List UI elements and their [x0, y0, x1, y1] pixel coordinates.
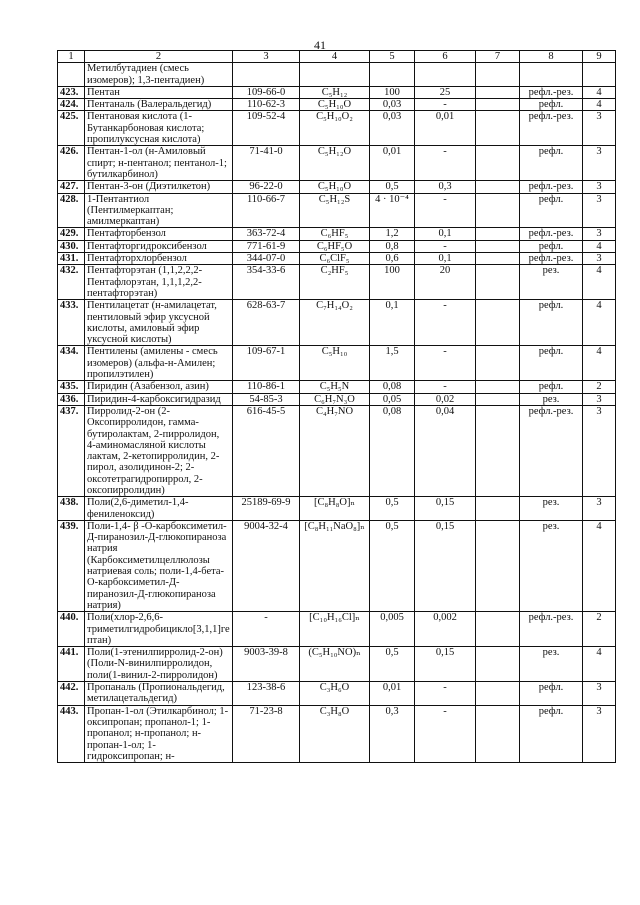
- substance-name: Пиридин (Азабензол, азин): [85, 381, 233, 393]
- value-col6: -: [415, 346, 476, 381]
- property-col8: рефл.: [520, 381, 583, 393]
- row-number: 427.: [58, 181, 85, 193]
- value-col5: 0,1: [370, 300, 415, 346]
- value-col6: -: [415, 240, 476, 252]
- property-col8: рез.: [520, 265, 583, 300]
- cas-number: 71-41-0: [233, 146, 300, 181]
- row-number: 426.: [58, 146, 85, 181]
- table-row: [58, 497, 616, 521]
- value-col6: -: [415, 146, 476, 181]
- table-row: [58, 612, 616, 647]
- value-col6: -: [415, 705, 476, 762]
- column-header: 8: [520, 51, 583, 63]
- value-col7: [476, 381, 520, 393]
- value-col5: 0,05: [370, 393, 415, 405]
- column-header: 1: [58, 51, 85, 63]
- chemical-formula: C₆H₇N₃O: [300, 393, 370, 405]
- property-col8: рефл.-рез.: [520, 111, 583, 146]
- table-row: [58, 111, 616, 146]
- table-row: [58, 346, 616, 381]
- hazard-class: 4: [583, 520, 616, 611]
- cas-number: 9003-39-8: [233, 647, 300, 682]
- value-col5: 100: [370, 265, 415, 300]
- cas-number: 110-86-1: [233, 381, 300, 393]
- value-col7: [476, 63, 520, 87]
- value-col7: [476, 181, 520, 193]
- table-row: [58, 647, 616, 682]
- chemical-formula: [C₁₀H₁₆Cl]ₙ: [300, 612, 370, 647]
- table-row: [58, 405, 616, 496]
- column-header: 5: [370, 51, 415, 63]
- value-col7: [476, 146, 520, 181]
- table-row: [58, 265, 616, 300]
- value-col7: [476, 240, 520, 252]
- hazard-class: 4: [583, 99, 616, 111]
- chemical-formula: [C₈H₁₁NaO₈]ₙ: [300, 520, 370, 611]
- hazard-class: 3: [583, 193, 616, 228]
- value-col6: 0,1: [415, 253, 476, 265]
- substance-name: Пентан-3-он (Диэтилкетон): [85, 181, 233, 193]
- table-row: [58, 240, 616, 252]
- chemical-formula: C₄H₇NO: [300, 405, 370, 496]
- value-col5: 4 · 10⁻⁴: [370, 193, 415, 228]
- table-row: [58, 181, 616, 193]
- substance-name: Поли(2,6-диметил-1,4-фениленоксид): [85, 497, 233, 521]
- substance-name: Пентаналь (Валеральдегид): [85, 99, 233, 111]
- column-header: 7: [476, 51, 520, 63]
- row-number: 438.: [58, 497, 85, 521]
- chemical-formula: C₃H₆O: [300, 682, 370, 706]
- value-col7: [476, 253, 520, 265]
- property-col8: рез.: [520, 497, 583, 521]
- row-number: 425.: [58, 111, 85, 146]
- property-col8: рефл.: [520, 300, 583, 346]
- value-col5: 0,5: [370, 181, 415, 193]
- value-col7: [476, 86, 520, 98]
- property-col8: рефл.-рез.: [520, 405, 583, 496]
- substance-name: Пентилены (амилены - смесь изомеров) (альфа-н-Амилен; пропилэтилен): [85, 346, 233, 381]
- cas-number: 9004-32-4: [233, 520, 300, 611]
- property-col8: рефл.: [520, 346, 583, 381]
- row-number: 442.: [58, 682, 85, 706]
- substance-name: Поли(хлор-2,6,6-триметилгидробицикло[3,1,1]гептан): [85, 612, 233, 647]
- value-col7: [476, 405, 520, 496]
- property-col8: рефл.: [520, 705, 583, 762]
- table-row: [58, 381, 616, 393]
- hazard-class: 3: [583, 705, 616, 762]
- property-col8: рефл.-рез.: [520, 86, 583, 98]
- property-col8: рефл.: [520, 193, 583, 228]
- value-col7: [476, 228, 520, 240]
- substance-name: Пентановая кислота (1-Бутанкарбоновая кислота; пропилуксусная кислота): [85, 111, 233, 146]
- row-number: 434.: [58, 346, 85, 381]
- substance-name: Пентафторэтан (1,1,2,2,2-Пентафлорэтан, 1,1,1,2,2-пентафторэтан): [85, 265, 233, 300]
- cas-number: [233, 63, 300, 87]
- substance-name: 1-Пентантиол (Пентилмеркаптан; амилмеркаптан): [85, 193, 233, 228]
- value-col5: 0,03: [370, 99, 415, 111]
- value-col6: -: [415, 193, 476, 228]
- chemical-formula: C₆HF₅: [300, 228, 370, 240]
- value-col6: 0,04: [415, 405, 476, 496]
- hazard-class: 3: [583, 682, 616, 706]
- value-col7: [476, 265, 520, 300]
- column-header: 2: [85, 51, 233, 63]
- cas-number: 110-62-3: [233, 99, 300, 111]
- row-number: 437.: [58, 405, 85, 496]
- value-col5: 0,5: [370, 520, 415, 611]
- cas-number: 109-52-4: [233, 111, 300, 146]
- value-col5: 100: [370, 86, 415, 98]
- chemical-formula: C₅H₁₀O₂: [300, 111, 370, 146]
- hazard-class: 3: [583, 146, 616, 181]
- property-col8: рез.: [520, 520, 583, 611]
- row-number: 443.: [58, 705, 85, 762]
- substances-table: [57, 50, 616, 763]
- property-col8: [520, 63, 583, 87]
- value-col7: [476, 393, 520, 405]
- chemical-formula: C₆HF₅O: [300, 240, 370, 252]
- value-col6: 0,15: [415, 520, 476, 611]
- cas-number: 96-22-0: [233, 181, 300, 193]
- value-col6: 20: [415, 265, 476, 300]
- hazard-class: 3: [583, 393, 616, 405]
- value-col7: [476, 99, 520, 111]
- row-number: 440.: [58, 612, 85, 647]
- value-col7: [476, 520, 520, 611]
- table-row: [58, 86, 616, 98]
- chemical-formula: C₅H₁₀O: [300, 99, 370, 111]
- column-header: 6: [415, 51, 476, 63]
- value-col6: 0,02: [415, 393, 476, 405]
- hazard-class: 3: [583, 111, 616, 146]
- value-col7: [476, 647, 520, 682]
- chemical-formula: C₇H₁₄O₂: [300, 300, 370, 346]
- chemical-formula: C₅H₁₂O: [300, 146, 370, 181]
- value-col5: 0,01: [370, 146, 415, 181]
- table-row: [58, 520, 616, 611]
- chemical-formula: C₆ClF₅: [300, 253, 370, 265]
- value-col5: 0,08: [370, 381, 415, 393]
- value-col6: 0,15: [415, 647, 476, 682]
- substance-name: Пентилацетат (н-амилацетат, пентиловый эфир уксусной кислоты, амиловый эфир уксусной кислоты): [85, 300, 233, 346]
- chemical-formula: C₂HF₅: [300, 265, 370, 300]
- cas-number: 109-66-0: [233, 86, 300, 98]
- cas-number: 344-07-0: [233, 253, 300, 265]
- value-col5: 0,01: [370, 682, 415, 706]
- hazard-class: 3: [583, 497, 616, 521]
- row-number: 424.: [58, 99, 85, 111]
- hazard-class: [583, 63, 616, 87]
- substance-name: Пропан-1-ол (Этилкарбинол; 1-оксипропан; пропанол-1; 1-пропанол; н-пропанол; н-пропан-1-ол; 1-гидроксипропан; н-: [85, 705, 233, 762]
- hazard-class: 4: [583, 86, 616, 98]
- row-number: 428.: [58, 193, 85, 228]
- value-col6: 0,1: [415, 228, 476, 240]
- value-col6: [415, 63, 476, 87]
- table-row: [58, 63, 616, 87]
- substance-name: Пентан: [85, 86, 233, 98]
- value-col5: 0,5: [370, 497, 415, 521]
- chemical-formula: [C₈H₈O]ₙ: [300, 497, 370, 521]
- substance-name: Пентафторгидроксибензол: [85, 240, 233, 252]
- row-number: 430.: [58, 240, 85, 252]
- value-col5: [370, 63, 415, 87]
- cas-number: 123-38-6: [233, 682, 300, 706]
- value-col7: [476, 193, 520, 228]
- hazard-class: 2: [583, 381, 616, 393]
- value-col6: 0,15: [415, 497, 476, 521]
- chemical-formula: C₅H₁₀: [300, 346, 370, 381]
- value-col5: 0,08: [370, 405, 415, 496]
- row-number: 435.: [58, 381, 85, 393]
- cas-number: 628-63-7: [233, 300, 300, 346]
- cas-number: 71-23-8: [233, 705, 300, 762]
- chemical-formula: [300, 63, 370, 87]
- hazard-class: 3: [583, 405, 616, 496]
- property-col8: рефл.: [520, 240, 583, 252]
- property-col8: рефл.: [520, 146, 583, 181]
- cas-number: 109-67-1: [233, 346, 300, 381]
- column-header: 9: [583, 51, 616, 63]
- value-col6: -: [415, 381, 476, 393]
- substance-name: Метилбутадиен (смесь изомеров); 1,3-пентадиен): [85, 63, 233, 87]
- value-col6: 0,01: [415, 111, 476, 146]
- property-col8: рефл.-рез.: [520, 612, 583, 647]
- property-col8: рефл.-рез.: [520, 181, 583, 193]
- hazard-class: 4: [583, 300, 616, 346]
- value-col6: -: [415, 300, 476, 346]
- cas-number: 54-85-3: [233, 393, 300, 405]
- table-row: [58, 705, 616, 762]
- cas-number: 363-72-4: [233, 228, 300, 240]
- table-row: [58, 253, 616, 265]
- substance-name: Поли-1,4- β -О-карбоксиметил-Д-пиранозил-Д-глюкопираноза натрия (Карбоксиметилцеллюлозы натриевая соль; поли-1,4-бета-О-карбоксиметил-Д-пиранозил-Д-глюкопираноза натрия): [85, 520, 233, 611]
- chemical-formula: C₅H₁₂: [300, 86, 370, 98]
- row-number: 431.: [58, 253, 85, 265]
- cas-number: 616-45-5: [233, 405, 300, 496]
- page-number: 41: [314, 38, 326, 52]
- row-number: 436.: [58, 393, 85, 405]
- property-col8: рефл.: [520, 682, 583, 706]
- table-row: [58, 300, 616, 346]
- value-col7: [476, 346, 520, 381]
- row-number: 432.: [58, 265, 85, 300]
- substance-name: Поли(1-этенилпирролид-2-он) (Поли-N-винилпирролидон, поли(1-винил-2-пирролидон): [85, 647, 233, 682]
- property-col8: рефл.-рез.: [520, 228, 583, 240]
- row-number: 439.: [58, 520, 85, 611]
- hazard-class: 4: [583, 346, 616, 381]
- property-col8: рефл.: [520, 99, 583, 111]
- value-col5: 0,3: [370, 705, 415, 762]
- hazard-class: 3: [583, 181, 616, 193]
- chemical-formula: C₅H₅N: [300, 381, 370, 393]
- cas-number: 354-33-6: [233, 265, 300, 300]
- hazard-class: 4: [583, 647, 616, 682]
- value-col7: [476, 111, 520, 146]
- property-col8: рез.: [520, 393, 583, 405]
- table-row: [58, 682, 616, 706]
- substance-name: Пирролид-2-он (2-Оксопирролидон, гамма-бутиролактам, 2-пирролидон, 4-аминомасляной кислоты лактам, 2-кетопирролидин, 2-пирол, азолидинон-2; 2-оксотетрагидропиррол, 2-оксопирролидин): [85, 405, 233, 496]
- row-number: 441.: [58, 647, 85, 682]
- chemical-formula: C₅H₁₀O: [300, 181, 370, 193]
- hazard-class: 3: [583, 253, 616, 265]
- value-col5: 0,5: [370, 647, 415, 682]
- substance-name: Пентафторбензол: [85, 228, 233, 240]
- column-header: 3: [233, 51, 300, 63]
- row-number: 423.: [58, 86, 85, 98]
- hazard-class: 4: [583, 240, 616, 252]
- hazard-class: 3: [583, 228, 616, 240]
- table-row: [58, 228, 616, 240]
- row-number: 433.: [58, 300, 85, 346]
- chemical-formula: (C₅H₁₀NO)ₙ: [300, 647, 370, 682]
- chemical-formula: C₅H₁₂S: [300, 193, 370, 228]
- value-col6: 0,002: [415, 612, 476, 647]
- cas-number: -: [233, 612, 300, 647]
- header-row: [58, 51, 616, 63]
- value-col7: [476, 682, 520, 706]
- column-header: 4: [300, 51, 370, 63]
- value-col7: [476, 497, 520, 521]
- hazard-class: 4: [583, 265, 616, 300]
- value-col7: [476, 612, 520, 647]
- value-col6: 25: [415, 86, 476, 98]
- substance-name: Пентафторхлорбензол: [85, 253, 233, 265]
- property-col8: рефл.-рез.: [520, 253, 583, 265]
- value-col6: 0,3: [415, 181, 476, 193]
- value-col7: [476, 705, 520, 762]
- row-number: [58, 63, 85, 87]
- table-row: [58, 193, 616, 228]
- row-number: 429.: [58, 228, 85, 240]
- value-col6: -: [415, 682, 476, 706]
- property-col8: рез.: [520, 647, 583, 682]
- value-col5: 1,5: [370, 346, 415, 381]
- substance-name: Пентан-1-ол (н-Амиловый спирт; н-пентанол; пентанол-1; бутилкарбинол): [85, 146, 233, 181]
- table-row: [58, 99, 616, 111]
- chemical-formula: C₃H₈O: [300, 705, 370, 762]
- substance-name: Пиридин-4-карбоксигидразид: [85, 393, 233, 405]
- value-col5: 0,005: [370, 612, 415, 647]
- value-col5: 0,03: [370, 111, 415, 146]
- table-row: [58, 393, 616, 405]
- value-col5: 0,6: [370, 253, 415, 265]
- substance-name: Пропаналь (Пропиональдегид, метилацетальдегид): [85, 682, 233, 706]
- value-col5: 0,8: [370, 240, 415, 252]
- hazard-class: 2: [583, 612, 616, 647]
- cas-number: 25189-69-9: [233, 497, 300, 521]
- cas-number: 771-61-9: [233, 240, 300, 252]
- cas-number: 110-66-7: [233, 193, 300, 228]
- table-row: [58, 146, 616, 181]
- value-col6: -: [415, 99, 476, 111]
- value-col7: [476, 300, 520, 346]
- value-col5: 1,2: [370, 228, 415, 240]
